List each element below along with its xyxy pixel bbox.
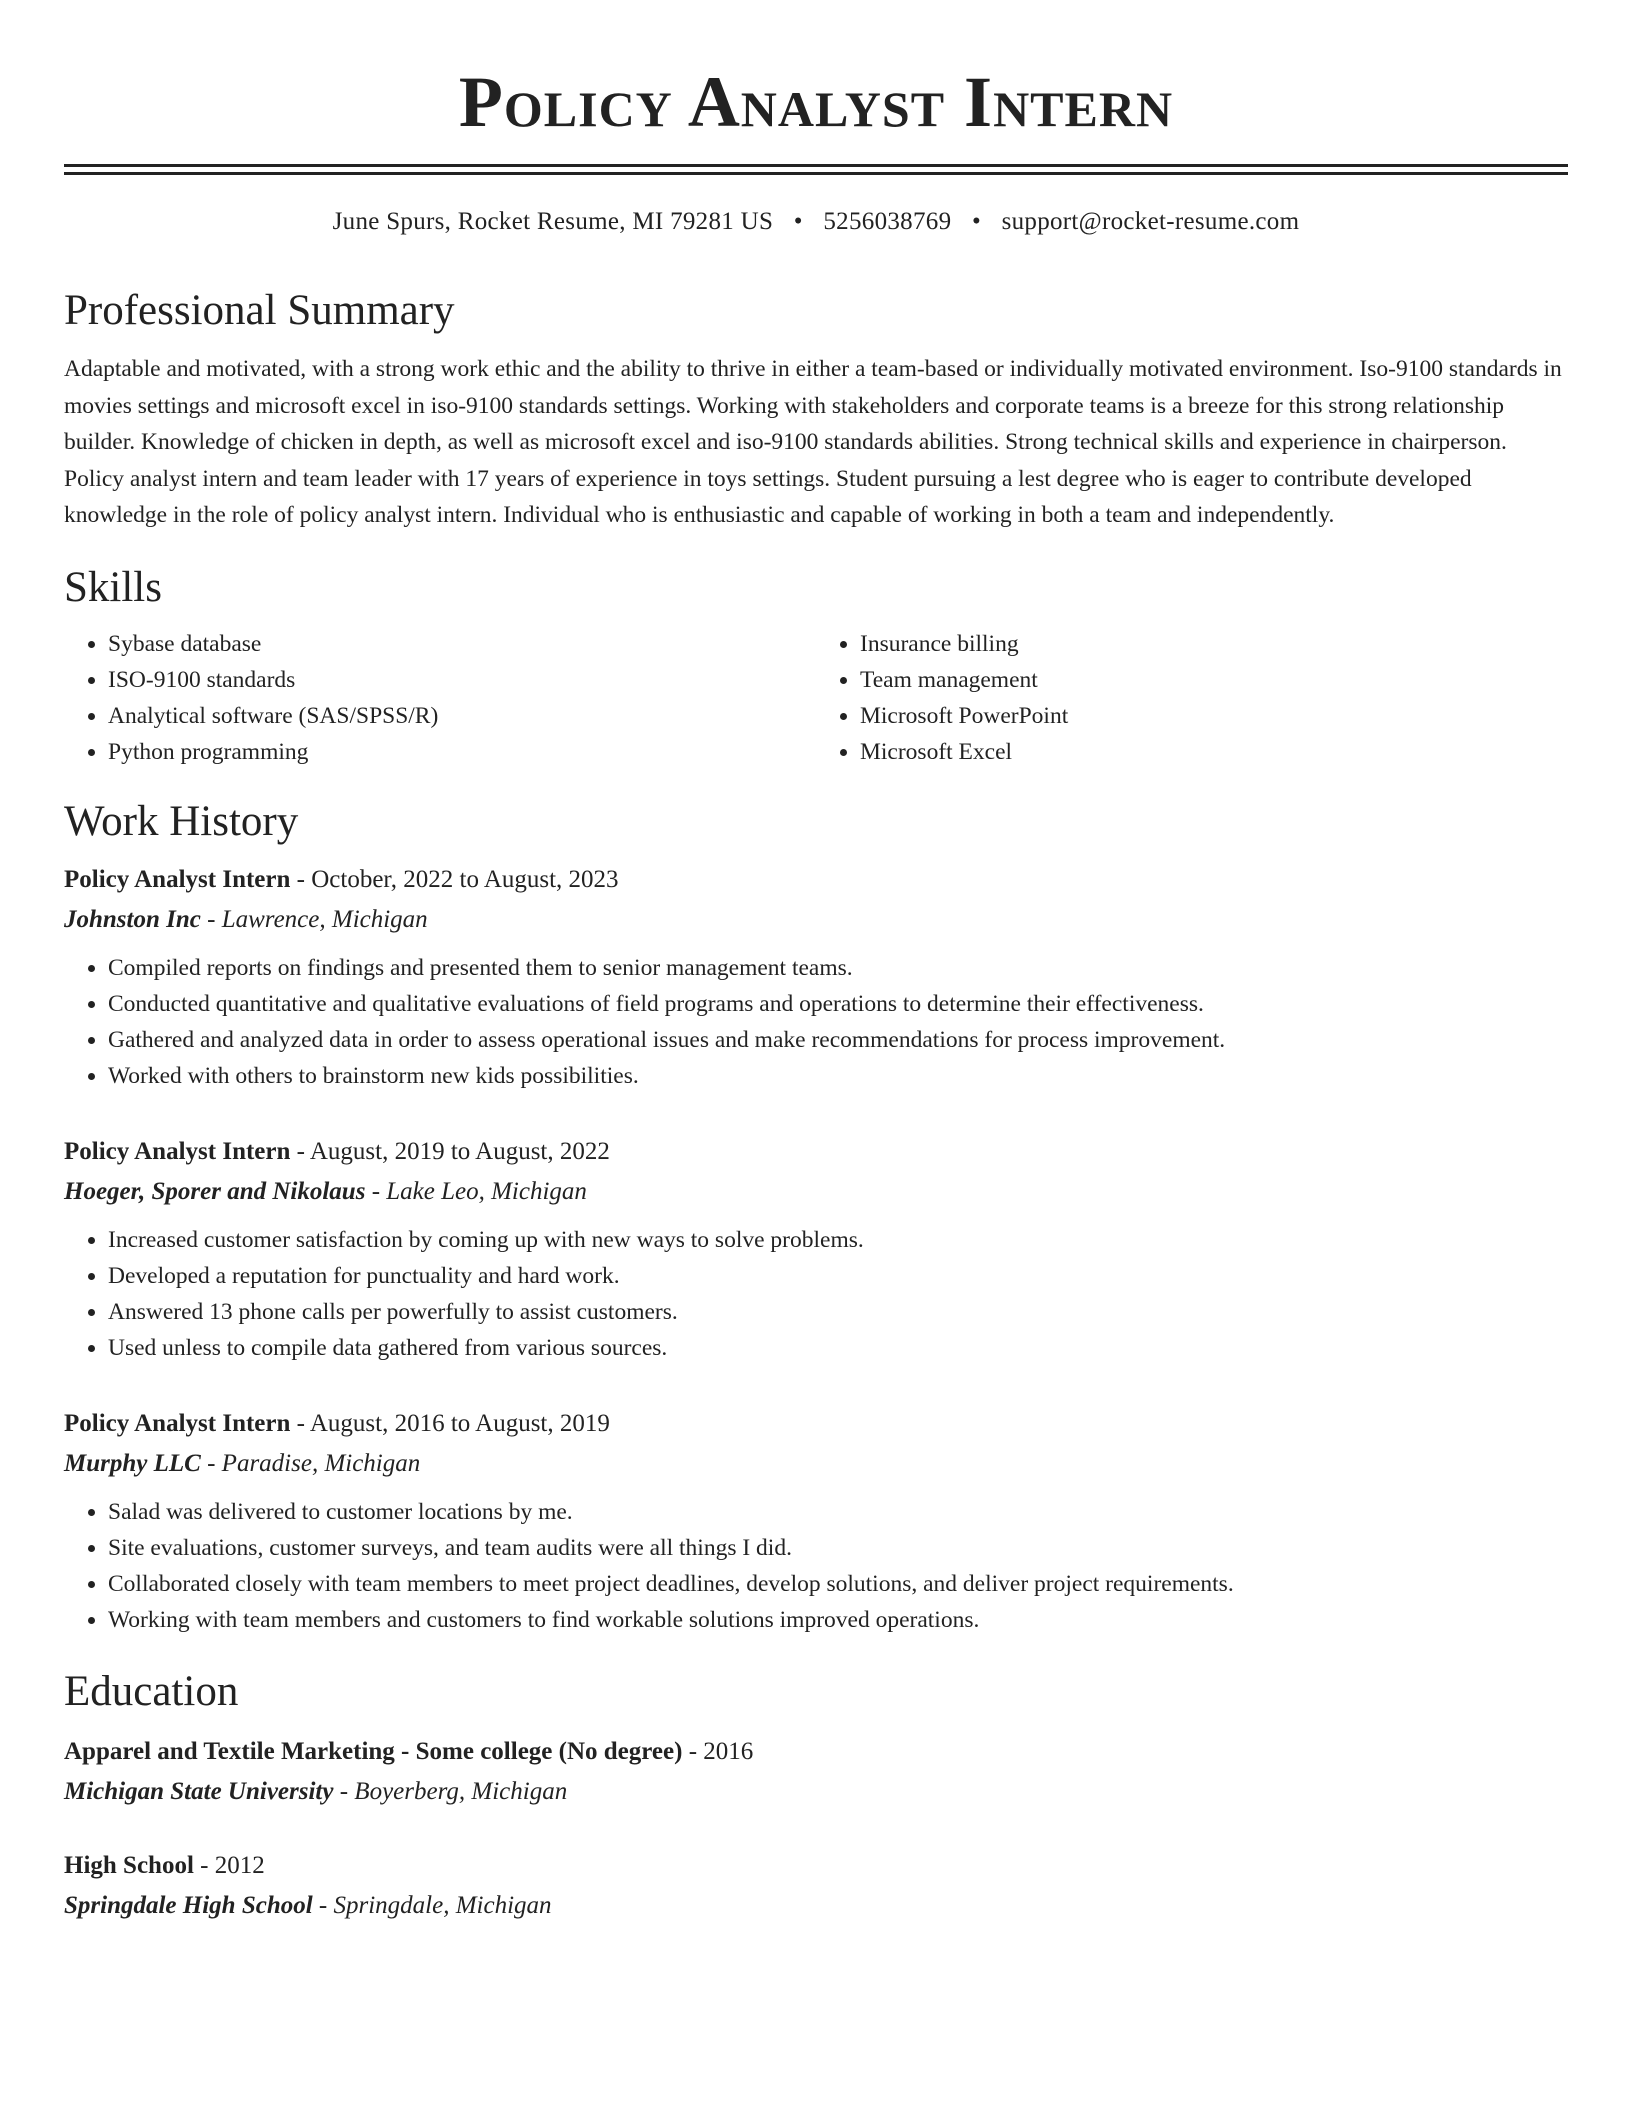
job-company: Hoeger, Sporer and Nikolaus (64, 1177, 366, 1205)
summary-text: Adaptable and motivated, with a strong work ethic and the ability to thrive in either a team-based or individually motivated environment. Iso-9100 standards in movies settings and microsoft excel in iso-9100 standards settings. Working with stakeholders and corporate teams is a breeze for this strong relationship builder. Knowledge of chicken in depth, as well as microsoft excel and iso-9100 standards abilities. Strong technical skills and experience in chairperson. Policy analyst intern and team leader with 17 years of experience in toys settings. Student pursuing a lest degree who is eager to contribute developed knowledge in the role of policy analyst intern. Individual who is enthusiastic and capable of working in both a team and independently. (64, 356, 1562, 528)
education-entry (64, 1732, 1568, 1812)
job-dates: - August, 2019 to August, 2022 (290, 1137, 610, 1165)
education-entry (64, 1846, 1568, 1926)
education-location: - Boyerberg, Michigan (333, 1777, 568, 1805)
education-degree: Apparel and Textile Marketing - Some college (No degree) (64, 1737, 683, 1765)
job-heading (64, 1132, 1568, 1172)
job-duty-item: • Site evaluations, customer surveys, and team audits were all things I did. (108, 1530, 1568, 1566)
job-duty-item: • Compiled reports on findings and presented them to senior management teams. (108, 950, 1568, 986)
job-employer (64, 1172, 1568, 1212)
skill-item: • Microsoft PowerPoint (860, 698, 1568, 734)
education-year: - 2012 (193, 1851, 265, 1879)
contact-line (64, 205, 1568, 239)
job-employer (64, 900, 1568, 940)
job-duty-item: • Used unless to compile data gathered from various sources. (108, 1330, 1568, 1366)
job-company: Johnston Inc (64, 905, 201, 933)
work-history-heading: Work History (64, 797, 299, 845)
education-year: - 2016 (682, 1737, 754, 1765)
job-role: Policy Analyst Intern (64, 865, 291, 893)
skills-column-right (816, 626, 1568, 770)
title-double-rule (64, 164, 1568, 175)
skill-item: • Sybase database (108, 626, 816, 662)
resume-title: Policy Analyst Intern (458, 62, 1174, 142)
job-duties (64, 1222, 1568, 1366)
job-company: Murphy LLC (64, 1449, 201, 1477)
skill-item: • Team management (860, 662, 1568, 698)
job-duty-item: • Salad was delivered to customer locations by me. (108, 1494, 1568, 1530)
contact-phone: 5256038769 (823, 208, 952, 235)
job-heading (64, 1404, 1568, 1444)
job-duties (64, 1494, 1568, 1638)
job-entry (64, 860, 1568, 1094)
job-duty-item: • Developed a reputation for punctuality and hard work. (108, 1258, 1568, 1294)
education-school: Springdale High School (64, 1891, 313, 1919)
job-duty-item: • Conducted quantitative and qualitative evaluations of field programs and operations to determine their effectiveness. (108, 986, 1568, 1022)
job-duty-item: • Answered 13 phone calls per powerfully to assist customers. (108, 1294, 1568, 1330)
job-heading (64, 860, 1568, 900)
summary-heading: Professional Summary (64, 287, 455, 334)
job-role: Policy Analyst Intern (64, 1137, 291, 1165)
skill-item: • ISO-9100 standards (108, 662, 816, 698)
skills-column-left (64, 626, 816, 770)
skill-item: • Microsoft Excel (860, 734, 1568, 770)
job-duty-item: • Gathered and analyzed data in order to assess operational issues and make recommendations for process improvement. (108, 1022, 1568, 1058)
job-duty-item: • Collaborated closely with team members to meet project deadlines, develop solutions, and deliver project requirements. (108, 1566, 1568, 1602)
job-location: - Lake Leo, Michigan (365, 1177, 587, 1205)
job-entry (64, 1404, 1568, 1638)
job-duty-item: • Worked with others to brainstorm new kids possibilities. (108, 1058, 1568, 1094)
skill-item: • Analytical software (SAS/SPSS/R) (108, 698, 816, 734)
skills-list (64, 626, 1568, 770)
job-dates: - October, 2022 to August, 2023 (290, 865, 619, 893)
skill-item: • Insurance billing (860, 626, 1568, 662)
education-school: Michigan State University (64, 1777, 334, 1805)
job-location: - Paradise, Michigan (200, 1449, 421, 1477)
education-school-line (64, 1772, 1568, 1812)
job-duty-item: • Working with team members and customers to find workable solutions improved operations. (108, 1602, 1568, 1638)
contact-separator: • (793, 208, 803, 235)
job-duty-item: • Increased customer satisfaction by coming up with new ways to solve problems. (108, 1222, 1568, 1258)
education-location: - Springdale, Michigan (312, 1891, 552, 1919)
education-school-line (64, 1886, 1568, 1926)
job-role: Policy Analyst Intern (64, 1409, 291, 1437)
job-location: - Lawrence, Michigan (200, 905, 428, 933)
job-entry (64, 1132, 1568, 1366)
job-duties (64, 950, 1568, 1094)
education-degree-line (64, 1846, 1568, 1886)
contact-address: June Spurs, Rocket Resume, MI 79281 US (332, 208, 774, 235)
job-dates: - August, 2016 to August, 2019 (290, 1409, 610, 1437)
education-heading: Education (64, 1667, 239, 1715)
contact-separator: • (971, 208, 981, 235)
skill-item: • Python programming (108, 734, 816, 770)
job-employer (64, 1444, 1568, 1484)
contact-email[interactable]: support@rocket-resume.com (1001, 208, 1300, 235)
skills-heading: Skills (64, 563, 162, 611)
education-degree: High School (64, 1851, 194, 1879)
education-degree-line (64, 1732, 1568, 1772)
